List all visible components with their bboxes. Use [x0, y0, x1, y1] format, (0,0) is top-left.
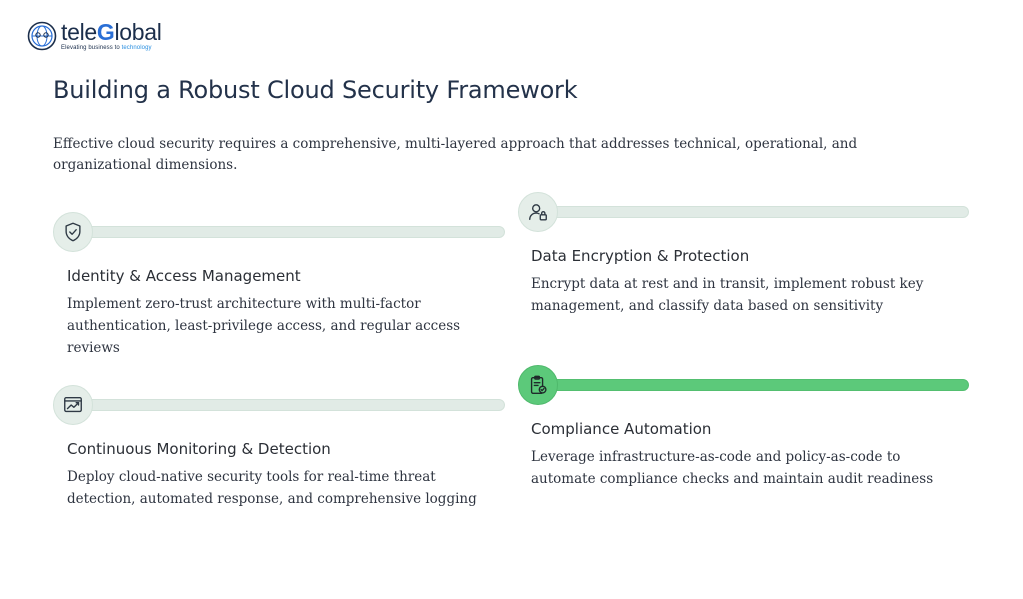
card-title: Identity & Access Management	[67, 267, 301, 285]
brand-name: teleGlobal	[61, 19, 162, 45]
brand-logo	[27, 21, 162, 51]
card-title: Continuous Monitoring & Detection	[67, 440, 331, 458]
icon-badge	[518, 365, 558, 405]
icon-badge	[53, 385, 93, 425]
page-title: Building a Robust Cloud Security Framework	[53, 76, 578, 104]
globe-logo-icon	[27, 21, 57, 51]
progress-track	[539, 206, 969, 218]
card-description: Deploy cloud-native security tools for real-time threat detection, automated response, and comprehensive logging	[67, 469, 477, 507]
progress-track	[539, 379, 969, 391]
page-intro: Effective cloud security requires a comprehensive, multi-layered approach that addresses technical, operational, and organizational dimensions.	[53, 136, 858, 173]
clipboard-check-icon	[527, 374, 549, 396]
card-title: Data Encryption & Protection	[531, 247, 750, 265]
card-description: Implement zero-trust architecture with multi-factor authentication, least-privilege access, and regular access reviews	[67, 296, 461, 356]
user-lock-icon	[527, 201, 549, 223]
monitor-chart-icon	[62, 394, 84, 416]
icon-badge	[53, 212, 93, 252]
card-description: Encrypt data at rest and in transit, implement robust key management, and classify data based on sensitivity	[531, 276, 924, 314]
progress-track	[74, 226, 505, 238]
shield-check-icon	[62, 221, 84, 243]
brand-tagline: Elevating business to technology	[61, 45, 152, 51]
progress-track	[74, 399, 505, 411]
card-description: Leverage infrastructure-as-code and policy-as-code to automate compliance checks and maintain audit readiness	[531, 449, 934, 487]
card-title: Compliance Automation	[531, 420, 712, 438]
icon-badge	[518, 192, 558, 232]
